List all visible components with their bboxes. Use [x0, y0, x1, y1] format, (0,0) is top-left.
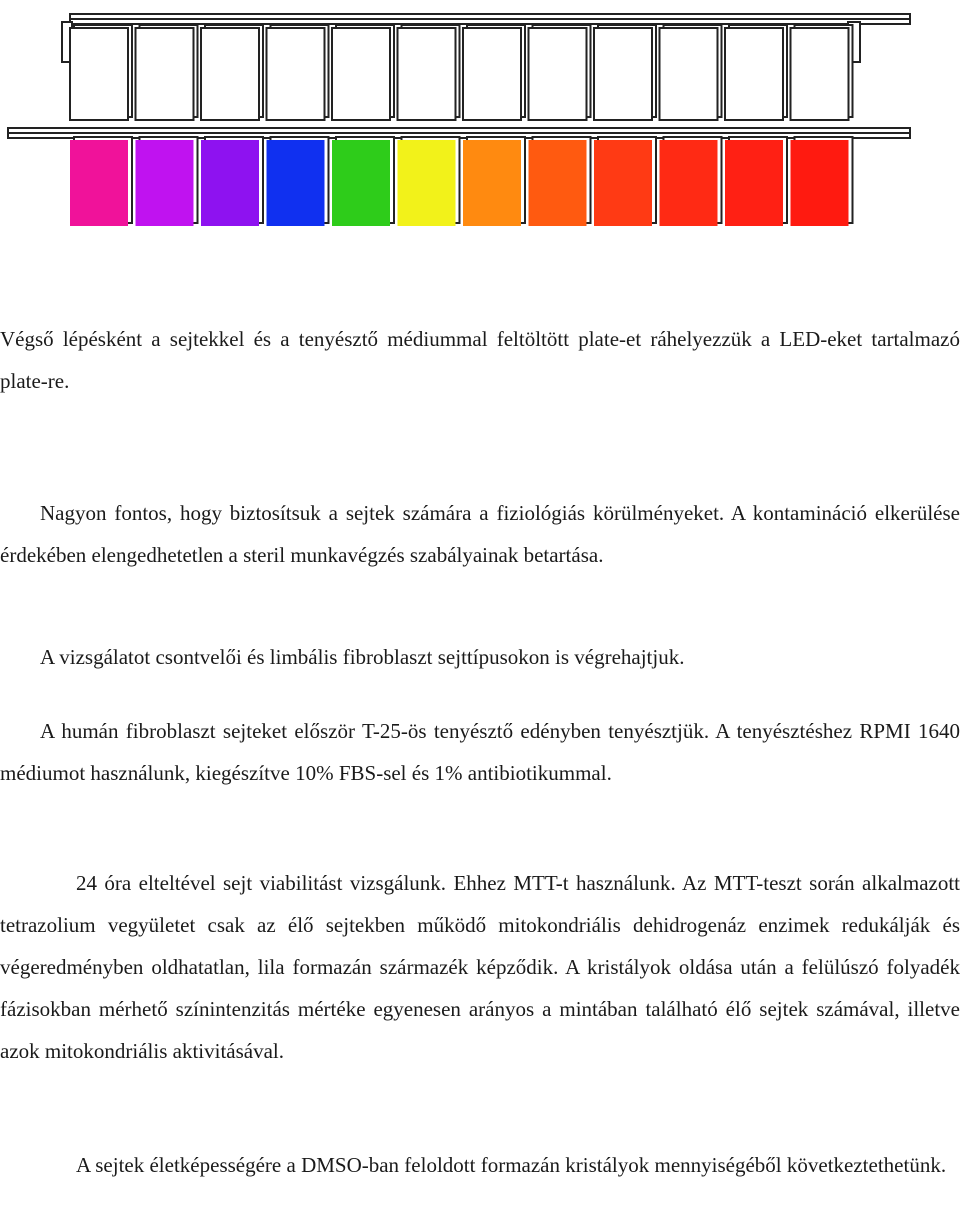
led-plate-figure: [0, 0, 960, 250]
top-plate-well-6: [398, 28, 456, 120]
led-well-2: [136, 140, 194, 226]
top-plate-well-7: [463, 28, 521, 120]
document-body-3: [0, 636, 960, 678]
led-well-11: [725, 140, 783, 226]
led-well-8: [529, 140, 587, 226]
document-body-4: [0, 710, 960, 794]
led-well-9: [594, 140, 652, 226]
led-well-4: [267, 140, 325, 226]
top-plate-well-10: [660, 28, 718, 120]
led-well-10: [660, 140, 718, 226]
paragraph-4: A humán fibroblaszt sejteket először T-25-ös tenyésztő edényben tenyésztjük. A tenyésztéshez RPMI 1640 médiumot használunk, kiegészítve 10% FBS-sel és 1% antibiotikummal.: [0, 719, 960, 785]
paragraph-6: A sejtek életképességére a DMSO-ban feloldott formazán kristályok mennyiségéből következtethetünk.: [76, 1153, 947, 1177]
led-plate-wells: [70, 137, 853, 226]
led-well-7: [463, 140, 521, 226]
top-plate-well-11: [725, 28, 783, 120]
top-plate-well-9: [594, 28, 652, 120]
document-body: [0, 318, 960, 402]
top-plate-well-5: [332, 28, 390, 120]
paragraph-1: Végső lépésként a sejtekkel és a tenyésztő médiummal feltöltött plate-et ráhelyezzük a LED-eket tartalmazó plate-re.: [0, 327, 960, 393]
document-body-6: [0, 1144, 960, 1186]
top-plate-well-4: [267, 28, 325, 120]
top-plate-well-8: [529, 28, 587, 120]
paragraph-2: Nagyon fontos, hogy biztosítsuk a sejtek számára a fiziológiás körülményeket. A kontamináció elkerülése érdekében elengedhetetlen a steril munkavégzés szabályainak betartása.: [0, 501, 960, 567]
led-well-1: [70, 140, 128, 226]
led-well-5: [332, 140, 390, 226]
document-body-2: [0, 492, 960, 576]
top-plate-wells: [70, 25, 853, 120]
led-well-3: [201, 140, 259, 226]
led-well-12: [791, 140, 849, 226]
paragraph-3: A vizsgálatot csontvelői és limbális fibroblaszt sejttípusokon is végrehajtjuk.: [40, 645, 685, 669]
top-plate-well-2: [136, 28, 194, 120]
top-plate-well-12: [791, 28, 849, 120]
paragraph-5: 24 óra elteltével sejt viabilitást vizsgálunk. Ehhez MTT-t használunk. Az MTT-teszt során alkalmazott tetrazolium vegyületet csak az élő sejtekben működő mitokondriális dehidrogenáz enzimek redukálják és végeredményben oldhatatlan, lila formazán származék képződik. A kristályok oldása után a felülúszó folyadék fázisokban mérhető színintenzitás mértéke egyenesen arányos a mintában található élő sejtek számával, illetve azok mitokondriális aktivitásával.: [0, 871, 960, 1063]
top-plate-well-3: [201, 28, 259, 120]
document-body-5: [0, 862, 960, 1072]
top-plate-well-1: [70, 28, 128, 120]
led-well-6: [398, 140, 456, 226]
